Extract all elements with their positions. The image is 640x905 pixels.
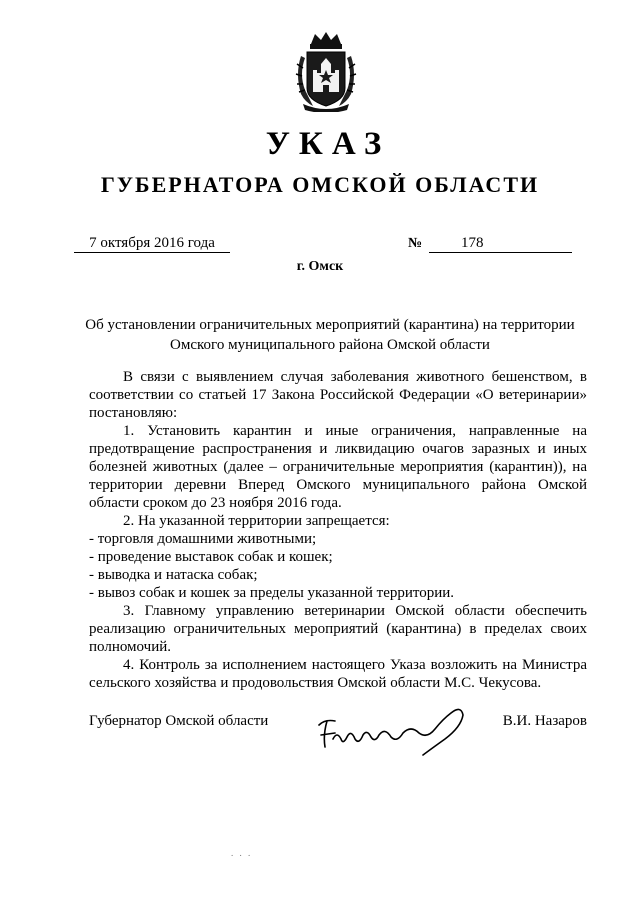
coat-of-arms-emblem-icon xyxy=(291,30,361,112)
document-city: г. Омск xyxy=(296,259,344,274)
footer-marks: . . . xyxy=(231,848,253,858)
clause-1: 1. Установить карантин и иные ограничения, направленные на предотвращение распространения и ликвидацию очагов заразных и иных болезней животных (далее – ограничительные мероприятия (карантин)), на территории деревни Вперед Омского муниципального района Омской области сроком до 23 ноября 2016 года. xyxy=(89,423,587,511)
bullet-item: - вывоз собак и кошек за пределы указанной территории. xyxy=(89,585,455,601)
signature-block xyxy=(89,713,587,773)
clause-2: 2. На указанной территории запрещается: xyxy=(123,513,390,529)
number-label: № xyxy=(408,236,423,251)
clause-4: 4. Контроль за исполнением настоящего Указа возложить на Министра сельского хозяйства и продовольствия Омской области М.С. Чекусова. xyxy=(89,657,587,691)
subject-line: Об установлении ограничительных мероприятий (карантина) на территории xyxy=(85,317,575,333)
document-body xyxy=(89,368,587,692)
document-title: УКАЗ xyxy=(265,126,391,162)
intro-paragraph: В связи с выявлением случая заболевания животного бешенством, в соответствии со статьей 17 Закона Российской Федерации «О ветеринарии» постановляю: xyxy=(89,369,587,421)
document-subtitle: ГУБЕРНАТОРА ОМСКОЙ ОБЛАСТИ xyxy=(100,172,540,197)
document-subject xyxy=(80,315,580,355)
bullet-item: - проведение выставок собак и кошек; xyxy=(89,549,333,565)
bullet-item: - выводка и натаска собак; xyxy=(89,567,258,583)
document-date: 7 октября 2016 года xyxy=(74,234,230,253)
signatory-position: Губернатор Омской области xyxy=(89,713,269,729)
signature-icon xyxy=(311,695,481,759)
signatory-name: В.И. Назаров xyxy=(502,713,587,729)
clause-3: 3. Главному управлению ветеринарии Омской области обеспечить реализацию ограничительных мероприятий (карантина) в пределах своих полномочий. xyxy=(89,603,587,655)
document-number: 178 xyxy=(429,234,572,253)
bullet-item: - торговля домашними животными; xyxy=(89,531,317,547)
subject-line: Омского муниципального района Омской области xyxy=(170,337,490,353)
